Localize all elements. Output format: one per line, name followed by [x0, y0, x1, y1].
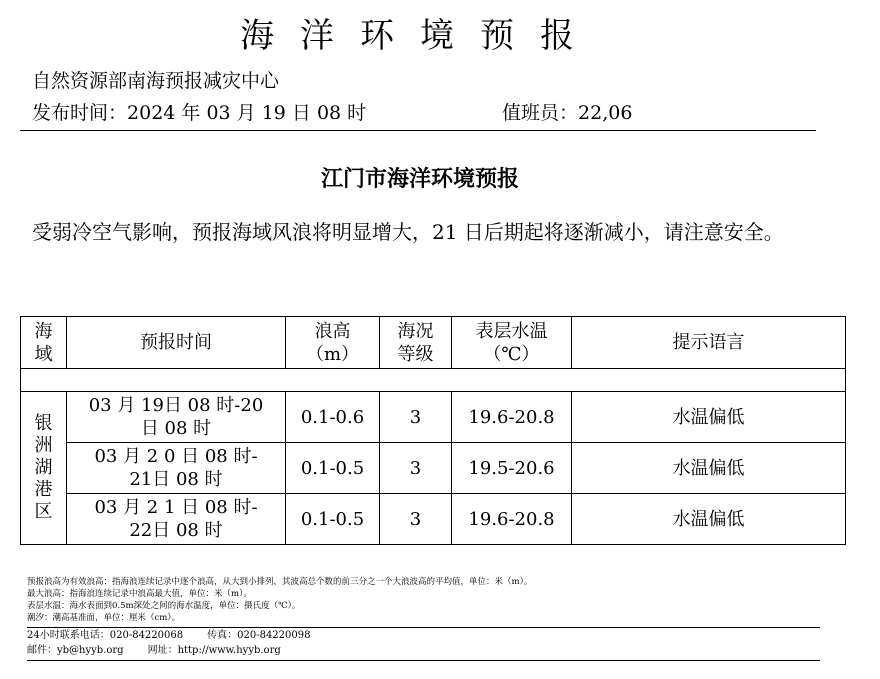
footnote-tide: 潮汐：潮高基准面，单位：厘米（cm）。 [27, 613, 181, 623]
release-label: 发布时间： [32, 102, 128, 124]
sea-state-level: 3 [380, 443, 452, 494]
hint-text: 水温偏低 [572, 392, 846, 443]
email-address: yb@hyyb.org [57, 645, 124, 656]
table-row [21, 443, 846, 494]
footnote-water-temp: 表层水温：海水表面到0.5m深处之间的海水温度，单位：摄氏度（℃）。 [27, 601, 301, 611]
header-wave-height: 浪高 （m） [286, 317, 380, 369]
hint-text: 水温偏低 [572, 494, 846, 545]
forecast-time: 03 月 19日 08 时-20 日 08 时 [67, 392, 286, 443]
forecast-time: 03 月 2 0 日 08 时- 21日 08 时 [67, 443, 286, 494]
header-area: 海 域 [21, 317, 67, 369]
report-summary: 受弱冷空气影响，预报海域风浪将明显增大，21 日后期起将逐渐减小，请注意安全。 [32, 220, 784, 244]
main-title: 海洋环境预报 [240, 16, 600, 56]
header-water-temp: 表层水温 （℃） [452, 317, 572, 369]
contact-web-line: 邮件：yb@hyyb.org 网址：http://www.hyyb.org [27, 645, 281, 656]
table-row [21, 392, 846, 443]
contact-phone-line: 24小时联系电话：020-84220068 传真：020-84220098 [27, 630, 311, 641]
wave-height: 0.1-0.5 [286, 443, 380, 494]
duty-value: 22,06 [578, 102, 633, 124]
report-title: 江门市海洋环境预报 [320, 166, 519, 192]
forecast-time: 03 月 2 1 日 08 时- 22日 08 时 [67, 494, 286, 545]
table-header-row [21, 317, 846, 369]
table-row [21, 494, 846, 545]
table-gap-row [21, 369, 846, 392]
duty-officer [502, 98, 632, 125]
wave-height: 0.1-0.5 [286, 494, 380, 545]
water-temp: 19.6-20.8 [452, 392, 572, 443]
header-sea-state: 海况 等级 [380, 317, 452, 369]
organization: 自然资源部南海预报减灾中心 [32, 70, 280, 92]
fax-number: 020-84220098 [237, 630, 311, 641]
release-time: 2024 年 03 月 19 日 08 时 [127, 102, 367, 124]
sea-state-level: 3 [380, 494, 452, 545]
footnotes [27, 576, 827, 624]
footnote-max-wave: 最大浪高：指海浪连续记录中浪高最大值，单位：米（m）。 [27, 589, 252, 599]
header-divider [20, 130, 816, 131]
phone-number: 020-84220068 [109, 630, 184, 641]
header-hint: 提示语言 [572, 317, 846, 369]
water-temp: 19.5-20.6 [452, 443, 572, 494]
header-forecast-time: 预报时间 [67, 317, 286, 369]
footnote-wave-height: 预报浪高为有效浪高：指海浪连续记录中逐个浪高，从大到小排列，其波高总个数的前三分之一个大浪波高的平均值，单位：米（m）。 [27, 577, 533, 587]
hint-text: 水温偏低 [572, 443, 846, 494]
water-temp: 19.6-20.8 [452, 494, 572, 545]
release-info [32, 98, 816, 125]
forecast-table [20, 316, 846, 545]
contact-divider-top [27, 627, 820, 628]
contact-divider-bottom [27, 660, 820, 661]
website-url: http://www.hyyb.org [177, 645, 281, 656]
sea-state-level: 3 [380, 392, 452, 443]
wave-height: 0.1-0.6 [286, 392, 380, 443]
duty-label: 值班员： [502, 102, 579, 124]
area-name: 银 洲 湖 港 区 [21, 392, 67, 545]
